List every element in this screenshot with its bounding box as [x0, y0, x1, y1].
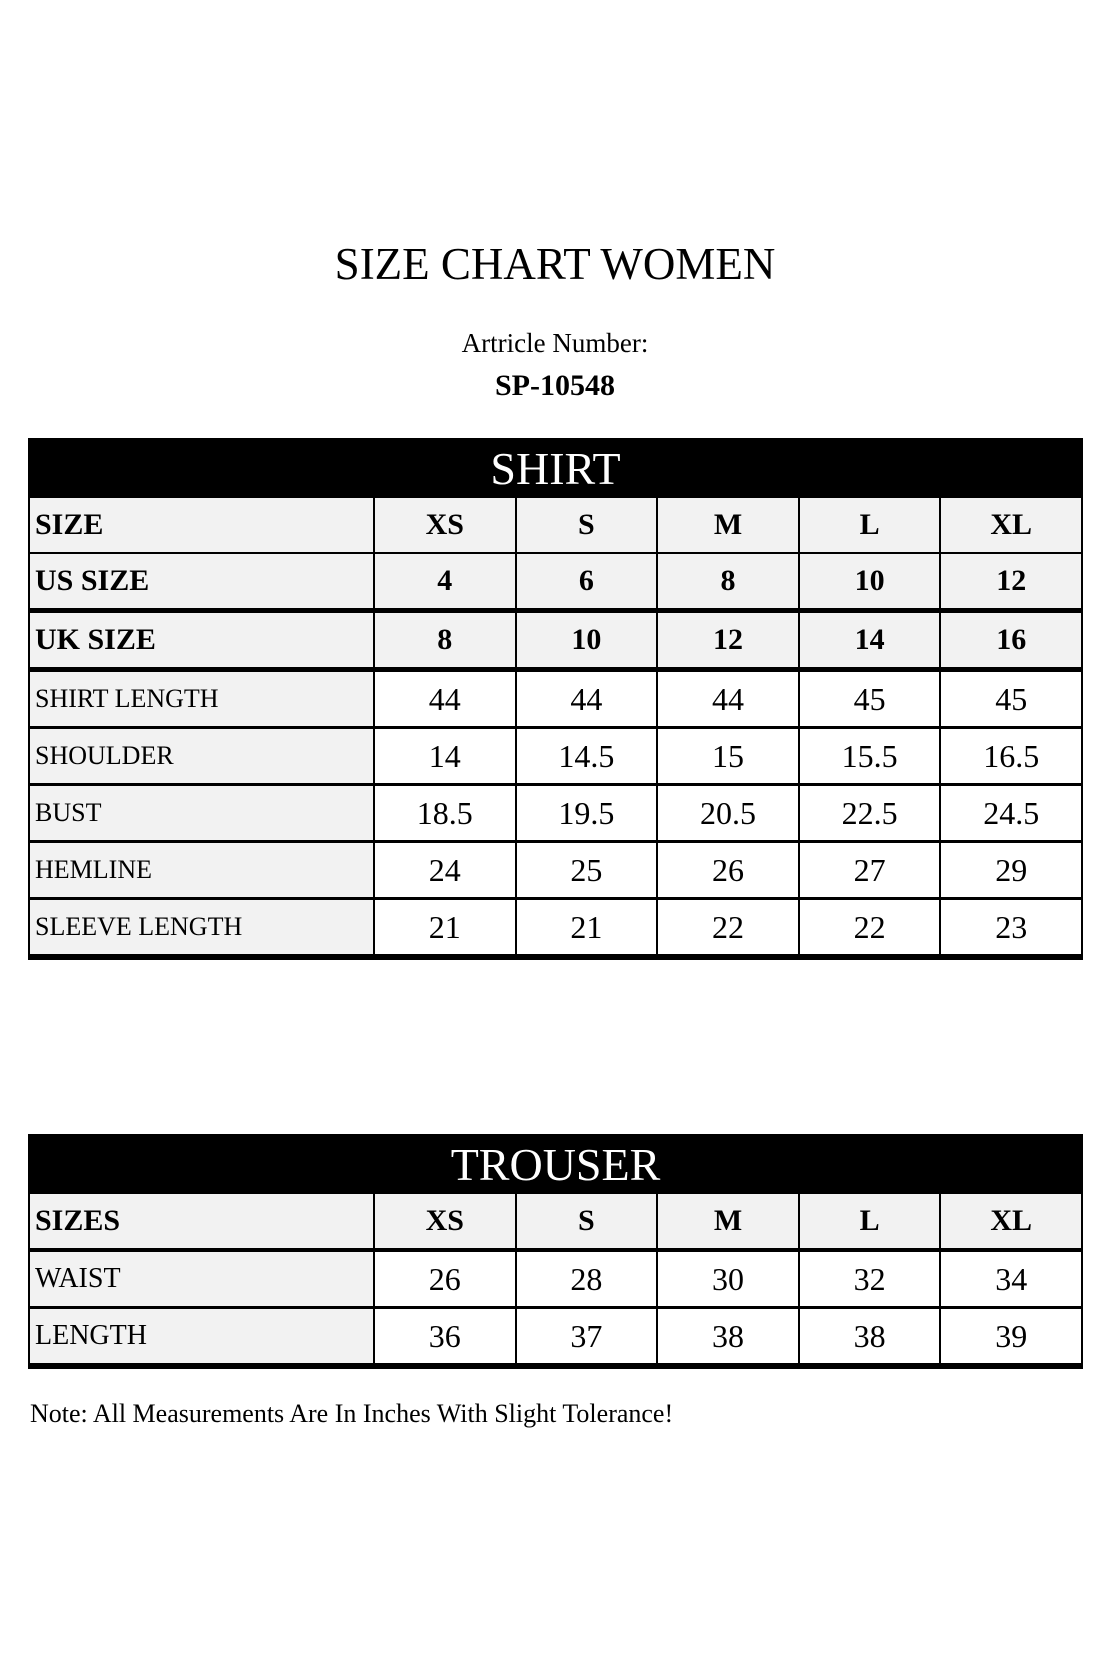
- table-row: [30, 1194, 1081, 1252]
- value-cell: 39: [939, 1309, 1081, 1363]
- measurement-note: Note: All Measurements Are In Inches With Slight Tolerance!: [30, 1399, 674, 1428]
- row-label-cell: LENGTH: [30, 1309, 373, 1363]
- value-cell: 21: [515, 900, 657, 954]
- value-cell: 22.5: [798, 786, 940, 840]
- table-row: [30, 786, 1081, 843]
- shirt-table-rows: [28, 498, 1083, 960]
- value-cell: 12: [656, 613, 798, 667]
- value-cell: 24.5: [939, 786, 1081, 840]
- value-cell: 38: [798, 1309, 940, 1363]
- value-cell: XL: [939, 1194, 1081, 1248]
- table-row: [30, 613, 1081, 672]
- value-cell: 18.5: [373, 786, 515, 840]
- value-cell: 45: [798, 672, 940, 726]
- value-cell: 37: [515, 1309, 657, 1363]
- value-cell: 15.5: [798, 729, 940, 783]
- article-number-label: Artricle Number:: [461, 328, 649, 358]
- value-cell: 23: [939, 900, 1081, 954]
- value-cell: 30: [656, 1252, 798, 1306]
- article-number-value: SP-10548: [495, 369, 615, 402]
- row-label-cell: HEMLINE: [30, 843, 373, 897]
- value-cell: 44: [656, 672, 798, 726]
- shirt-table-title-band: SHIRT: [28, 438, 1083, 498]
- value-cell: 14: [798, 613, 940, 667]
- value-cell: 8: [373, 613, 515, 667]
- value-cell: 38: [656, 1309, 798, 1363]
- page-title: SIZE CHART WOMEN: [334, 239, 776, 289]
- value-cell: 20.5: [656, 786, 798, 840]
- value-cell: 44: [373, 672, 515, 726]
- value-cell: 16.5: [939, 729, 1081, 783]
- row-label-cell: BUST: [30, 786, 373, 840]
- trouser-size-table: [28, 1134, 1083, 1369]
- value-cell: 22: [656, 900, 798, 954]
- value-cell: 10: [515, 613, 657, 667]
- value-cell: 32: [798, 1252, 940, 1306]
- value-cell: S: [515, 498, 657, 552]
- value-cell: 10: [798, 554, 940, 608]
- trouser-table-rows: [28, 1194, 1083, 1369]
- table-row: [30, 554, 1081, 613]
- value-cell: XS: [373, 1194, 515, 1248]
- value-cell: 45: [939, 672, 1081, 726]
- value-cell: 25: [515, 843, 657, 897]
- row-label-cell: SHOULDER: [30, 729, 373, 783]
- value-cell: M: [656, 498, 798, 552]
- value-cell: L: [798, 498, 940, 552]
- table-row: [30, 498, 1081, 554]
- value-cell: S: [515, 1194, 657, 1248]
- value-cell: 14.5: [515, 729, 657, 783]
- value-cell: 36: [373, 1309, 515, 1363]
- row-label-cell: SLEEVE LENGTH: [30, 900, 373, 954]
- value-cell: 16: [939, 613, 1081, 667]
- trouser-table-title-band: TROUSER: [28, 1134, 1083, 1194]
- value-cell: XS: [373, 498, 515, 552]
- value-cell: 4: [373, 554, 515, 608]
- value-cell: L: [798, 1194, 940, 1248]
- value-cell: 22: [798, 900, 940, 954]
- row-label-cell: SHIRT LENGTH: [30, 672, 373, 726]
- value-cell: 19.5: [515, 786, 657, 840]
- value-cell: 26: [656, 843, 798, 897]
- value-cell: 29: [939, 843, 1081, 897]
- value-cell: 27: [798, 843, 940, 897]
- value-cell: 34: [939, 1252, 1081, 1306]
- value-cell: 8: [656, 554, 798, 608]
- value-cell: 28: [515, 1252, 657, 1306]
- row-label-cell: WAIST: [30, 1252, 373, 1306]
- value-cell: 24: [373, 843, 515, 897]
- row-label-cell: SIZE: [30, 498, 373, 552]
- value-cell: 6: [515, 554, 657, 608]
- table-row: [30, 1309, 1081, 1369]
- value-cell: 15: [656, 729, 798, 783]
- value-cell: XL: [939, 498, 1081, 552]
- value-cell: 44: [515, 672, 657, 726]
- table-row: [30, 1252, 1081, 1309]
- value-cell: M: [656, 1194, 798, 1248]
- row-label-cell: UK SIZE: [30, 613, 373, 667]
- row-label-cell: SIZES: [30, 1194, 373, 1248]
- table-row: [30, 729, 1081, 786]
- table-row: [30, 843, 1081, 900]
- shirt-size-table: [28, 438, 1083, 960]
- value-cell: 21: [373, 900, 515, 954]
- value-cell: 12: [939, 554, 1081, 608]
- value-cell: 26: [373, 1252, 515, 1306]
- row-label-cell: US SIZE: [30, 554, 373, 608]
- value-cell: 14: [373, 729, 515, 783]
- table-row: [30, 672, 1081, 729]
- table-row: [30, 900, 1081, 960]
